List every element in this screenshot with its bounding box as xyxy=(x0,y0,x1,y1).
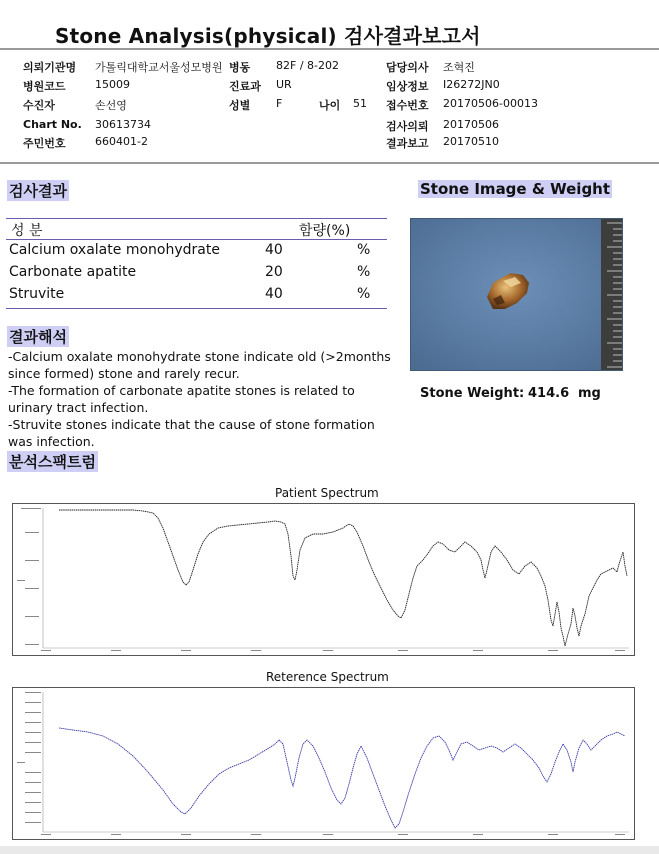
request-date-label: 검사의뢰 xyxy=(386,120,429,133)
ward-label: 병동 xyxy=(229,61,251,74)
stone-photo-graphic xyxy=(411,219,622,370)
reference-spectrum-graphic xyxy=(13,688,634,839)
patient-value: 손선영 xyxy=(95,99,127,112)
institution-value: 가톨릭대학교서울성모병원 xyxy=(95,61,223,74)
col-component-header: 성 분 xyxy=(11,223,43,239)
stone-image-heading: Stone Image & Weight xyxy=(420,180,611,198)
report-date-value: 20170510 xyxy=(443,135,499,148)
hospital-code-label: 병원코드 xyxy=(23,80,66,93)
patient-spectrum-plot xyxy=(12,503,635,656)
age-value: 51 xyxy=(353,97,367,110)
age-label: 나이 xyxy=(319,99,341,112)
reference-spectrum-plot xyxy=(12,687,635,840)
stone-weight-unit: mg xyxy=(578,386,601,401)
interpretation-heading: 결과해석 xyxy=(9,328,67,346)
sex-value: F xyxy=(276,97,283,110)
table-top-line xyxy=(6,218,387,219)
request-date-value: 20170506 xyxy=(443,118,499,131)
spectrum-heading: 분석스팩트럼 xyxy=(9,453,96,471)
result-unit-3: % xyxy=(357,286,371,302)
chart-no-label: Chart No. xyxy=(23,118,82,131)
result-name-1: Calcium oxalate monohydrate xyxy=(9,242,220,258)
receipt-value: 20170506-00013 xyxy=(443,97,538,110)
id-number-value: 660401-2 xyxy=(95,135,148,148)
dept-value: UR xyxy=(276,78,292,91)
result-name-2: Carbonate apatite xyxy=(9,264,137,280)
patient-spectrum-title: Patient Spectrum xyxy=(275,486,379,500)
stone-photo xyxy=(410,218,623,371)
result-value-1: 40 xyxy=(265,242,283,258)
chart-no-value: 30613734 xyxy=(95,118,151,131)
header-divider-bottom xyxy=(0,162,659,164)
table-header-line xyxy=(6,239,387,240)
report-date-label: 결과보고 xyxy=(386,137,429,150)
interpretation-line-1: -Calcium oxalate monohydrate stone indicate old (>2months since formed) stone and rarely recur. xyxy=(8,349,391,381)
clinical-info-label: 임상정보 xyxy=(386,80,429,93)
result-value-2: 20 xyxy=(265,264,283,280)
stone-weight-value: 414.6 xyxy=(528,386,570,401)
ward-value: 82F / 8-202 xyxy=(276,59,339,72)
stone-weight-label: Stone Weight: xyxy=(420,386,525,401)
col-content-header: 함량(%) xyxy=(299,223,351,239)
sex-label: 성별 xyxy=(229,99,251,112)
result-name-3: Struvite xyxy=(9,286,65,302)
header-divider-top xyxy=(0,48,659,50)
doctor-label: 담당의사 xyxy=(386,61,429,74)
reference-spectrum-title: Reterence Spectrum xyxy=(266,670,389,684)
table-bottom-line xyxy=(6,308,387,309)
receipt-label: 접수번호 xyxy=(386,99,429,112)
dept-label: 진료과 xyxy=(229,80,261,93)
result-value-3: 40 xyxy=(265,286,283,302)
doctor-value: 조혁진 xyxy=(443,61,475,74)
patient-spectrum-graphic xyxy=(13,504,634,655)
id-number-label: 주민번호 xyxy=(23,137,66,150)
hospital-code-value: 15009 xyxy=(95,78,130,91)
patient-label: 수진자 xyxy=(23,99,55,112)
interpretation-line-2: -The formation of carbonate apatite stones is related to urinary tract infection. xyxy=(8,383,355,415)
results-heading: 검사결과 xyxy=(9,182,67,200)
clinical-info-value: I26272JN0 xyxy=(443,78,500,91)
result-unit-1: % xyxy=(357,242,371,258)
institution-label: 의뢰기관명 xyxy=(23,61,77,74)
interpretation-line-3: -Struvite stones indicate that the cause of stone formation was infection. xyxy=(8,417,375,449)
result-unit-2: % xyxy=(357,264,371,280)
report-title: Stone Analysis(physical) 검사결과보고서 xyxy=(55,24,481,48)
